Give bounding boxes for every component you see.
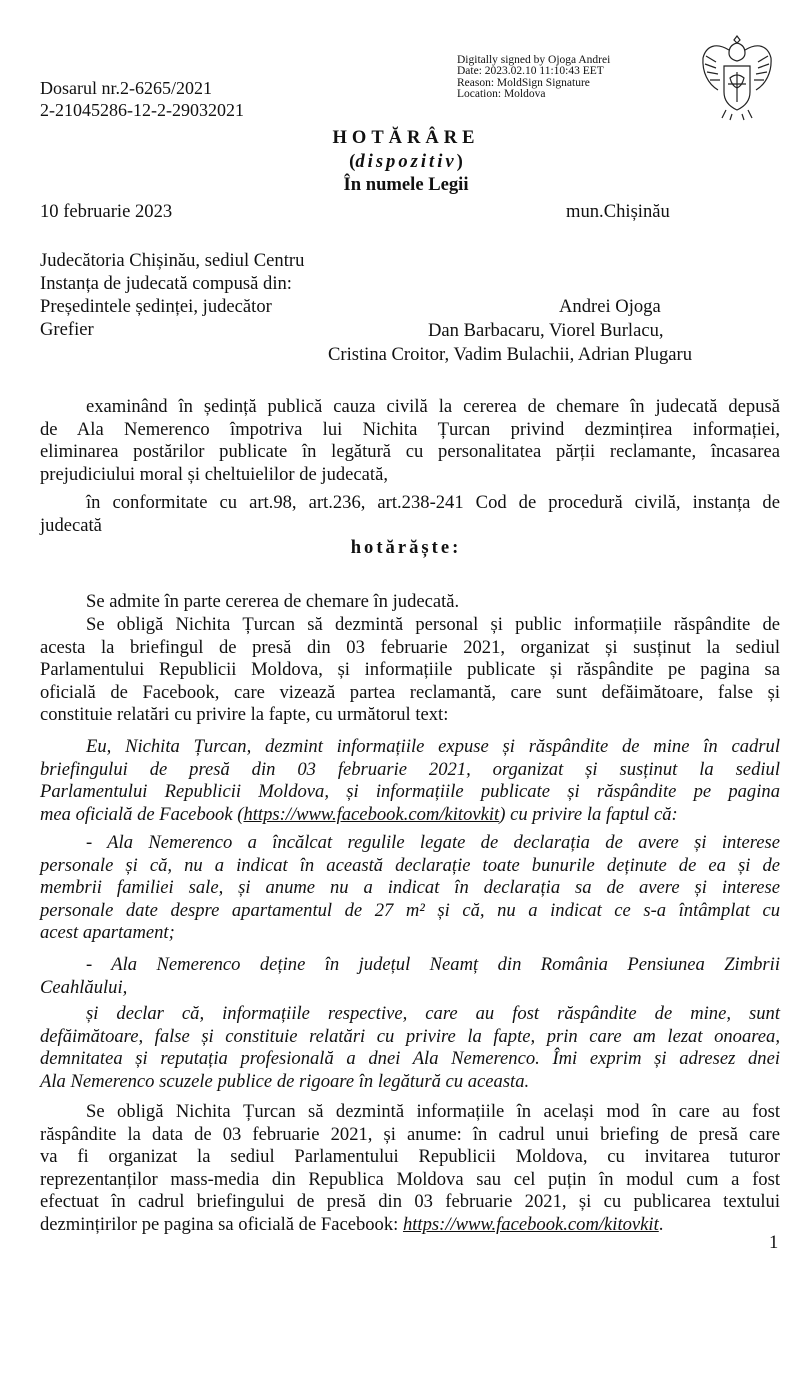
text-line: Se admite în parte cererea de chemare în judecată. [86,591,460,612]
text-fragment: . [658,1213,664,1235]
text-fragment: dezmințirilor pe pagina sa oficială de Facebook: [40,1213,403,1235]
text-line: eliminarea postărilor publicate în legătură cu personalitatea părții reclamante, încasarea [40,441,780,462]
text-line: oficială de Facebook, care vizează partea reclamantă, care sunt defăimătoare, false și [40,681,780,703]
document-subtitle: (dispozitiv) [349,151,463,172]
signature-line: Location: Moldova [457,87,546,100]
facebook-link[interactable]: https://www.facebook.com/kitovkit [243,803,500,825]
clerk-label: Grefier [40,319,94,340]
page-number: 1 [769,1232,779,1253]
retraction-text [40,954,780,999]
text-line: personale și că, nu a indicat în această declarație toate bunurile deținute de ea și de [40,854,780,876]
text-line: Ala Nemerenco scuzele publice de rigoare în legătură cu aceasta. [40,1070,530,1092]
court-panel-label: Instanța de judecată compusă din: [40,273,292,294]
legal-basis-paragraph [40,492,780,537]
text-line: în conformitate cu art.98, art.236, art.238-241 Cod de procedură civilă, instanța de [86,492,780,513]
clerk-names: Cristina Croitor, Vadim Bulachii, Adrian Plugaru [328,344,693,365]
facebook-link[interactable]: https://www.facebook.com/kitovkit [402,1213,659,1235]
judge-name: Andrei Ojoga [559,296,661,317]
text-line: prejudiciului moral și cheltuielilor de judecată, [40,463,388,485]
signature-line: Date: 2023.02.10 11:10:43 EET [457,65,604,78]
text-line: va fi organizat la sediul Parlamentului Republicii Moldova, cu invitarea tuturor [40,1146,780,1167]
text-line: și declar că, informațiile respective, care au fost răspândite de mine, sunt [86,1003,780,1024]
text-line: personale date despre apartamentul de 27 m² și că, nu a indicat ce s-a întâmplat cu [40,899,780,921]
text-line: examinând în ședință publică cauza civilă la cererea de chemare în judecată depusă [86,396,780,417]
text-line: briefingului de presă din 03 februarie 2021, organizat și susținut la sediul [40,758,780,780]
text-line: Se obligă Nichita Țurcan să dezmintă informațiile în același mod în care au fost [86,1101,780,1122]
retraction-text [40,736,780,826]
text-line: membrii familiei sale, și anume nu a indicat în declarația sa de avere și interese [40,877,780,898]
ruling-paragraph [40,1101,780,1236]
signature-line: Reason: MoldSign Signature [457,76,590,89]
court-composition [40,250,304,342]
text-line [40,804,780,827]
digital-signature [457,55,610,100]
case-code: 2-21045286-12-2-29032021 [40,100,244,120]
court-name: Judecătoria Chișinău, sediul Centru [40,250,305,271]
decides-heading: hotărăște: [350,537,462,558]
in-the-name-of-law: În numele Legii [343,174,469,195]
signature-line: Digitally signed by Ojoga Andrei [457,54,611,66]
text-line: acest apartament; [40,922,175,943]
text-line: Eu, Nichita Țurcan, dezmint informațiile expuse și răspândite de mine în cadrul [86,736,780,757]
dosar-number: Dosarul nr.2-6265/2021 [40,78,212,98]
case-number [40,77,244,121]
text-line: judecată [40,514,102,536]
retraction-text [40,1003,780,1093]
text-line: Ceahlăului, [40,976,128,998]
text-line: Parlamentului Republicii Moldova, și informațiile publicate și răspândite pe pagina [40,781,780,802]
moldova-coat-of-arms-icon [700,32,774,122]
text-line: Se obligă Nichita Țurcan să dezmintă personal și public informațiile răspândite de [86,614,780,635]
subtitle-text: dispozitiv [355,151,457,172]
presiding-judge-label: Președintele ședinței, judecător [40,296,272,317]
text-line: reprezentanților mass-media din Republica Moldova sau cel puțin în modul cum a fost [40,1168,780,1190]
text-line: - Ala Nemerenco a încălcat regulile legate de declarația de avere și interese [86,832,780,853]
ruling-paragraph [40,614,780,727]
text-line: constituie relatări cu privire la fapte, cu următorul text: [40,704,449,725]
decision-date: 10 februarie 2023 [40,201,173,222]
text-line: Parlamentului Republicii Moldova, și informațiile publicate și răspândite pe pagina sa [40,659,780,680]
document-title: HOTĂRÂRE [332,128,480,148]
text-line: de Ala Nemerenco împotriva lui Nichita Țurcan privind dezmințirea informației, [40,418,780,440]
decision-city: mun.Chișinău [566,201,670,222]
text-line: - Ala Nemerenco deține în județul Neamț din România Pensiunea Zimbrii [86,954,780,975]
text-line: demnitatea și reputația profesională a dnei Ala Nemerenco. Îmi exprim și adresez dnei [40,1048,780,1069]
text-line: efectuat în cadrul briefingului de presă din 03 februarie 2021, și cu publicarea textului [40,1191,780,1212]
text-fragment: mea oficială de Facebook ( [40,803,244,825]
text-fragment: ) cu privire la faptul că: [499,803,678,825]
text-line: defăimătoare, false și constituie relatări cu privire la fapte, prin care am lezat onoarea, [40,1025,780,1047]
text-line: răspândite la data de 03 februarie 2021, și anume: în cadrul unui briefing de presă care [40,1123,780,1145]
intro-paragraph [40,396,780,486]
retraction-text [40,832,780,945]
ruling-paragraph [40,591,780,614]
clerk-names: Dan Barbacaru, Viorel Burlacu, [428,320,664,341]
text-line [40,1214,780,1237]
text-line: acesta la briefingul de presă din 03 februarie 2021, organizat și susținut la sediul [40,636,780,658]
